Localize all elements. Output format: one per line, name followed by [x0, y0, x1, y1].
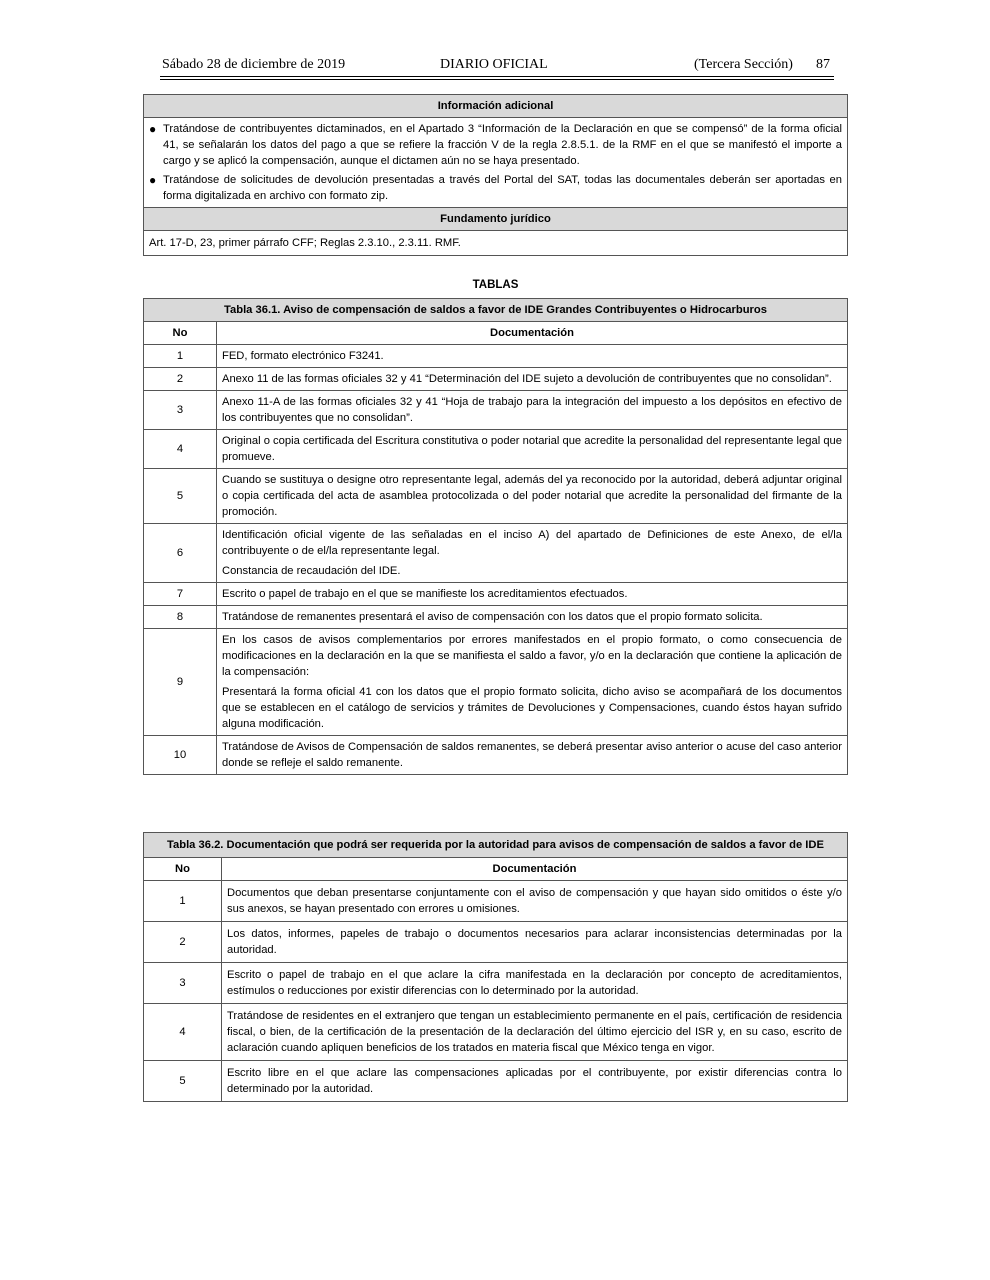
documentation-paragraph: Documentos que deban presentarse conjuntamente con el aviso de compensación y que hayan sido omitidos o éste y/o sus anexos, se hayan presentado con errores u omisiones.: [227, 887, 842, 915]
table-36-2-title: Tabla 36.2. Documentación que podrá ser requerida por la autoridad para avisos de compensación de saldos a favor de IDE: [144, 833, 848, 858]
documentation-paragraph: Anexo 11 de las formas oficiales 32 y 41 “Determinación del IDE sujeto a devolución de contribuyentes que no consolidan”.: [222, 373, 832, 385]
row-number: 5: [144, 1061, 222, 1102]
legal-basis-heading: Fundamento jurídico: [144, 208, 848, 231]
documentation-paragraph: Escrito o papel de trabajo en el que se manifieste los acreditamientos efectuados.: [222, 588, 628, 600]
additional-info-heading: Información adicional: [144, 95, 848, 118]
documentation-paragraph: Tratándose de remanentes presentará el aviso de compensación con los datos que el propio formato solicita.: [222, 611, 763, 623]
row-number: 7: [144, 583, 217, 606]
header-publication-title: DIARIO OFICIAL: [440, 57, 548, 72]
table-36-1-title: Tabla 36.1. Aviso de compensación de saldos a favor de IDE Grandes Contribuyentes o Hidrocarburos: [144, 299, 848, 322]
row-number: 4: [144, 430, 217, 469]
header-section: (Tercera Sección): [694, 57, 793, 72]
row-number: 8: [144, 606, 217, 629]
table-row: [144, 736, 848, 775]
row-documentation: [217, 606, 848, 629]
row-number: 3: [144, 963, 222, 1004]
row-documentation: [217, 583, 848, 606]
row-documentation: [222, 881, 848, 922]
documentation-paragraph: Escrito libre en el que aclare las compensaciones aplicadas por el contribuyente, por existir diferencias contra lo determinado por la autoridad.: [227, 1067, 842, 1095]
bullet-icon: ●: [149, 173, 157, 187]
table-36-2: [143, 832, 848, 1102]
row-number: 2: [144, 368, 217, 391]
bullet-item: [149, 121, 842, 169]
table-row: [144, 524, 848, 583]
documentation-paragraph: Constancia de recaudación del IDE.: [222, 565, 401, 577]
table-row: [144, 881, 848, 922]
table-36-1-body: [144, 345, 848, 775]
row-documentation: [217, 430, 848, 469]
table-row: [144, 469, 848, 524]
header-page-number: 87: [816, 57, 830, 72]
row-documentation: [222, 1061, 848, 1102]
documentation-paragraph: Identificación oficial vigente de las señaladas en el inciso A) del apartado de Definiciones de este Anexo, de el/la contribuyente o de el/la representante legal.: [222, 529, 842, 557]
table-row: [144, 963, 848, 1004]
additional-info-table: [143, 94, 848, 256]
row-documentation: [217, 524, 848, 583]
row-documentation: [217, 736, 848, 775]
tablas-title: TABLAS: [472, 279, 519, 291]
table-36-2-body: [144, 881, 848, 1102]
documentation-paragraph: Tratándose de residentes en el extranjero que tengan un establecimiento permanente en el país, certificación de residencia fiscal, o bien, de la certificación de la presentación de la declaración del último ejercicio del ISR y, en su caso, escrito de aclaración cuando apliquen beneficios de los tratados en materia fiscal que México tenga en vigor.: [227, 1010, 842, 1054]
documentation-paragraph: Presentará la forma oficial 41 con los datos que el propio formato solicita, dicho aviso se acompañará de los documentos que se establecen en el catálogo de servicios y trámites de Devoluciones y Compensaciones, cuando éstos hayan sufrido alguna modificación.: [222, 686, 842, 730]
column-header-no: No: [144, 858, 222, 881]
header-date: Sábado 28 de diciembre de 2019: [162, 57, 346, 72]
row-documentation: [217, 391, 848, 430]
additional-info-body: [144, 118, 848, 208]
bullet-item: [149, 172, 842, 204]
table-row: [144, 583, 848, 606]
page-header: [160, 56, 834, 77]
row-documentation: [217, 368, 848, 391]
column-header-no: No: [144, 322, 217, 345]
documentation-paragraph: En los casos de avisos complementarios por errores manifestados en el propio formato, o como consecuencia de modificaciones en la declaración en la que se manifiesta el saldo a favor, y/o en la declaración que contiene la aplicación de la compensación:: [222, 634, 842, 678]
row-number: 2: [144, 922, 222, 963]
documentation-paragraph: Escrito o papel de trabajo en el que aclare la cifra manifestada en la declaración por concepto de acreditamientos, estímulos o reducciones por existir diferencias con lo determinado por la autoridad.: [227, 969, 842, 997]
column-header-documentation: Documentación: [222, 858, 848, 881]
documentation-paragraph: Tratándose de Avisos de Compensación de saldos remanentes, se deberá presentar aviso anterior o acuse del caso anterior donde se refleje el saldo remanente.: [222, 741, 842, 769]
row-number: 3: [144, 391, 217, 430]
table-row: [144, 1004, 848, 1061]
table-row: [144, 629, 848, 736]
documentation-paragraph: Anexo 11-A de las formas oficiales 32 y 41 “Hoja de trabajo para la integración del impuesto a los depósitos en efectivo de los contribuyentes que no consolidan”.: [222, 396, 842, 424]
row-number: 4: [144, 1004, 222, 1061]
bullet-icon: ●: [149, 122, 157, 136]
row-number: 1: [144, 881, 222, 922]
legal-basis-text: Art. 17-D, 23, primer párrafo CFF; Reglas 2.3.10., 2.3.11. RMF.: [144, 231, 848, 256]
table-row: [144, 430, 848, 469]
column-header-documentation: Documentación: [217, 322, 848, 345]
row-documentation: [222, 963, 848, 1004]
row-documentation: [217, 345, 848, 368]
table-row: [144, 606, 848, 629]
row-documentation: [217, 629, 848, 736]
row-documentation: [217, 469, 848, 524]
table-36-1: [143, 298, 848, 775]
row-number: 9: [144, 629, 217, 736]
documentation-paragraph: Cuando se sustituya o designe otro representante legal, además del ya reconocido por la autoridad, deberá adjuntar original o copia certificada del acta de asamblea protocolizada o del poder notarial que acredite la personalidad del firmante de la promoción.: [222, 474, 842, 518]
row-number: 6: [144, 524, 217, 583]
row-documentation: [222, 922, 848, 963]
table-row: [144, 368, 848, 391]
documentation-paragraph: Original o copia certificada del Escritura constitutiva o poder notarial que acredite la personalidad del representante legal que promueve.: [222, 435, 842, 463]
table-row: [144, 1061, 848, 1102]
documentation-paragraph: Los datos, informes, papeles de trabajo o documentos necesarios para aclarar inconsistencias determinadas por la autoridad.: [227, 928, 842, 956]
documentation-paragraph: FED, formato electrónico F3241.: [222, 350, 384, 362]
table-row: [144, 391, 848, 430]
row-number: 10: [144, 736, 217, 775]
table-row: [144, 922, 848, 963]
row-number: 1: [144, 345, 217, 368]
bullet-text: Tratándose de contribuyentes dictaminados, en el Apartado 3 “Información de la Declaración en que se compensó” de la forma oficial 41, se señalarán los datos del pago a que se refiere la fracción V de la regla 2.8.5.1. de la RMF en el que se manifestó el importe a cargo y se aplicó la compensación, aunque el dictamen aún no se haya presentado.: [163, 123, 842, 167]
bullet-text: Tratándose de solicitudes de devolución presentadas a través del Portal del SAT, todas las documentales deberán ser aportadas en forma digitalizada en archivo con formato zip.: [163, 174, 842, 202]
row-documentation: [222, 1004, 848, 1061]
row-number: 5: [144, 469, 217, 524]
table-row: [144, 345, 848, 368]
